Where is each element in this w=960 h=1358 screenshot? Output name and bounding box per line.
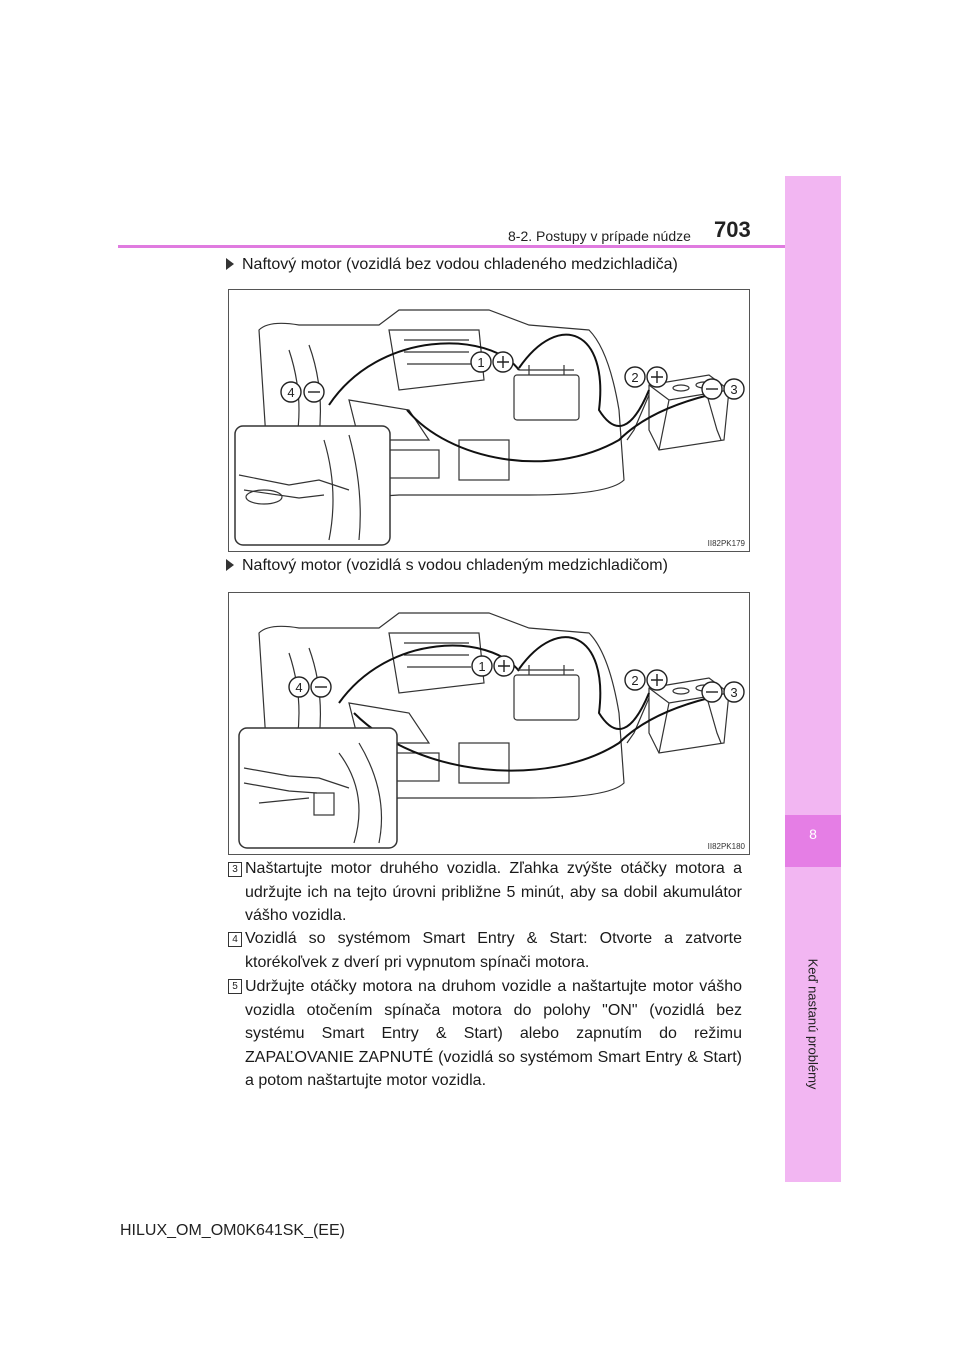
callout-3: 3: [730, 382, 738, 397]
step-number-4: 4: [228, 932, 242, 947]
figure-code: II82PK179: [707, 539, 745, 548]
step-number-5: 5: [228, 979, 242, 994]
callout-4: 4: [287, 385, 295, 400]
callout-2: 2: [631, 673, 639, 688]
callout-1: 1: [477, 355, 485, 370]
figure-2-jump-start-illustration: [228, 592, 750, 855]
figure-code: II82PK180: [707, 842, 745, 851]
figure-1-caption: Naftový motor (vozidlá bez vodou chladeného medzichladiča): [226, 256, 678, 274]
chapter-number: 8: [809, 826, 817, 842]
section-title: 8-2. Postupy v prípade núdze: [508, 228, 691, 244]
callout-2: 2: [631, 370, 639, 385]
figure-2-caption: Naftový motor (vozidlá s vodou chladeným medzichladičom): [226, 557, 668, 575]
triangle-bullet-icon: [226, 559, 234, 571]
page-number: 703: [714, 217, 751, 242]
engine-bay-illustration: [229, 593, 749, 854]
engine-bay-illustration: [229, 290, 749, 551]
chapter-title: Keď nastanú problémy: [805, 958, 821, 1090]
document-footer-code: HILUX_OM_OM0K641SK_(EE): [120, 1222, 345, 1239]
callout-4: 4: [295, 680, 303, 695]
step-4-text: Vozidlá so systémom Smart Entry & Start: Otvorte a zatvorte ktorékoľvek z dverí pri vypnutom spínači motora.: [245, 930, 742, 971]
step-5-text: Udržujte otáčky motora na druhom vozidle a naštartujte motor vášho vozidla otočením spínača motora do polohy "ON" (vozidlá bez systému Smart Entry & Start) alebo zapnutím do režimu ZAPAĽOVANIE ZAPNUTÉ (vozidlá so systémom Smart Entry & Start) a potom naštartujte motor vozidla.: [245, 978, 742, 1089]
step-number-3: 3: [228, 862, 242, 877]
callout-3: 3: [730, 685, 738, 700]
step-3-text: Naštartujte motor druhého vozidla. Zľahka zvýšte otáčky motora a udržujte ich na tejto úrovni približne 5 minút, aby sa dobil akumulátor vášho vozidla.: [245, 860, 742, 924]
header-rule: [118, 245, 785, 248]
figure-1-jump-start-illustration: [228, 289, 750, 552]
callout-1: 1: [478, 659, 486, 674]
triangle-bullet-icon: [226, 258, 234, 270]
